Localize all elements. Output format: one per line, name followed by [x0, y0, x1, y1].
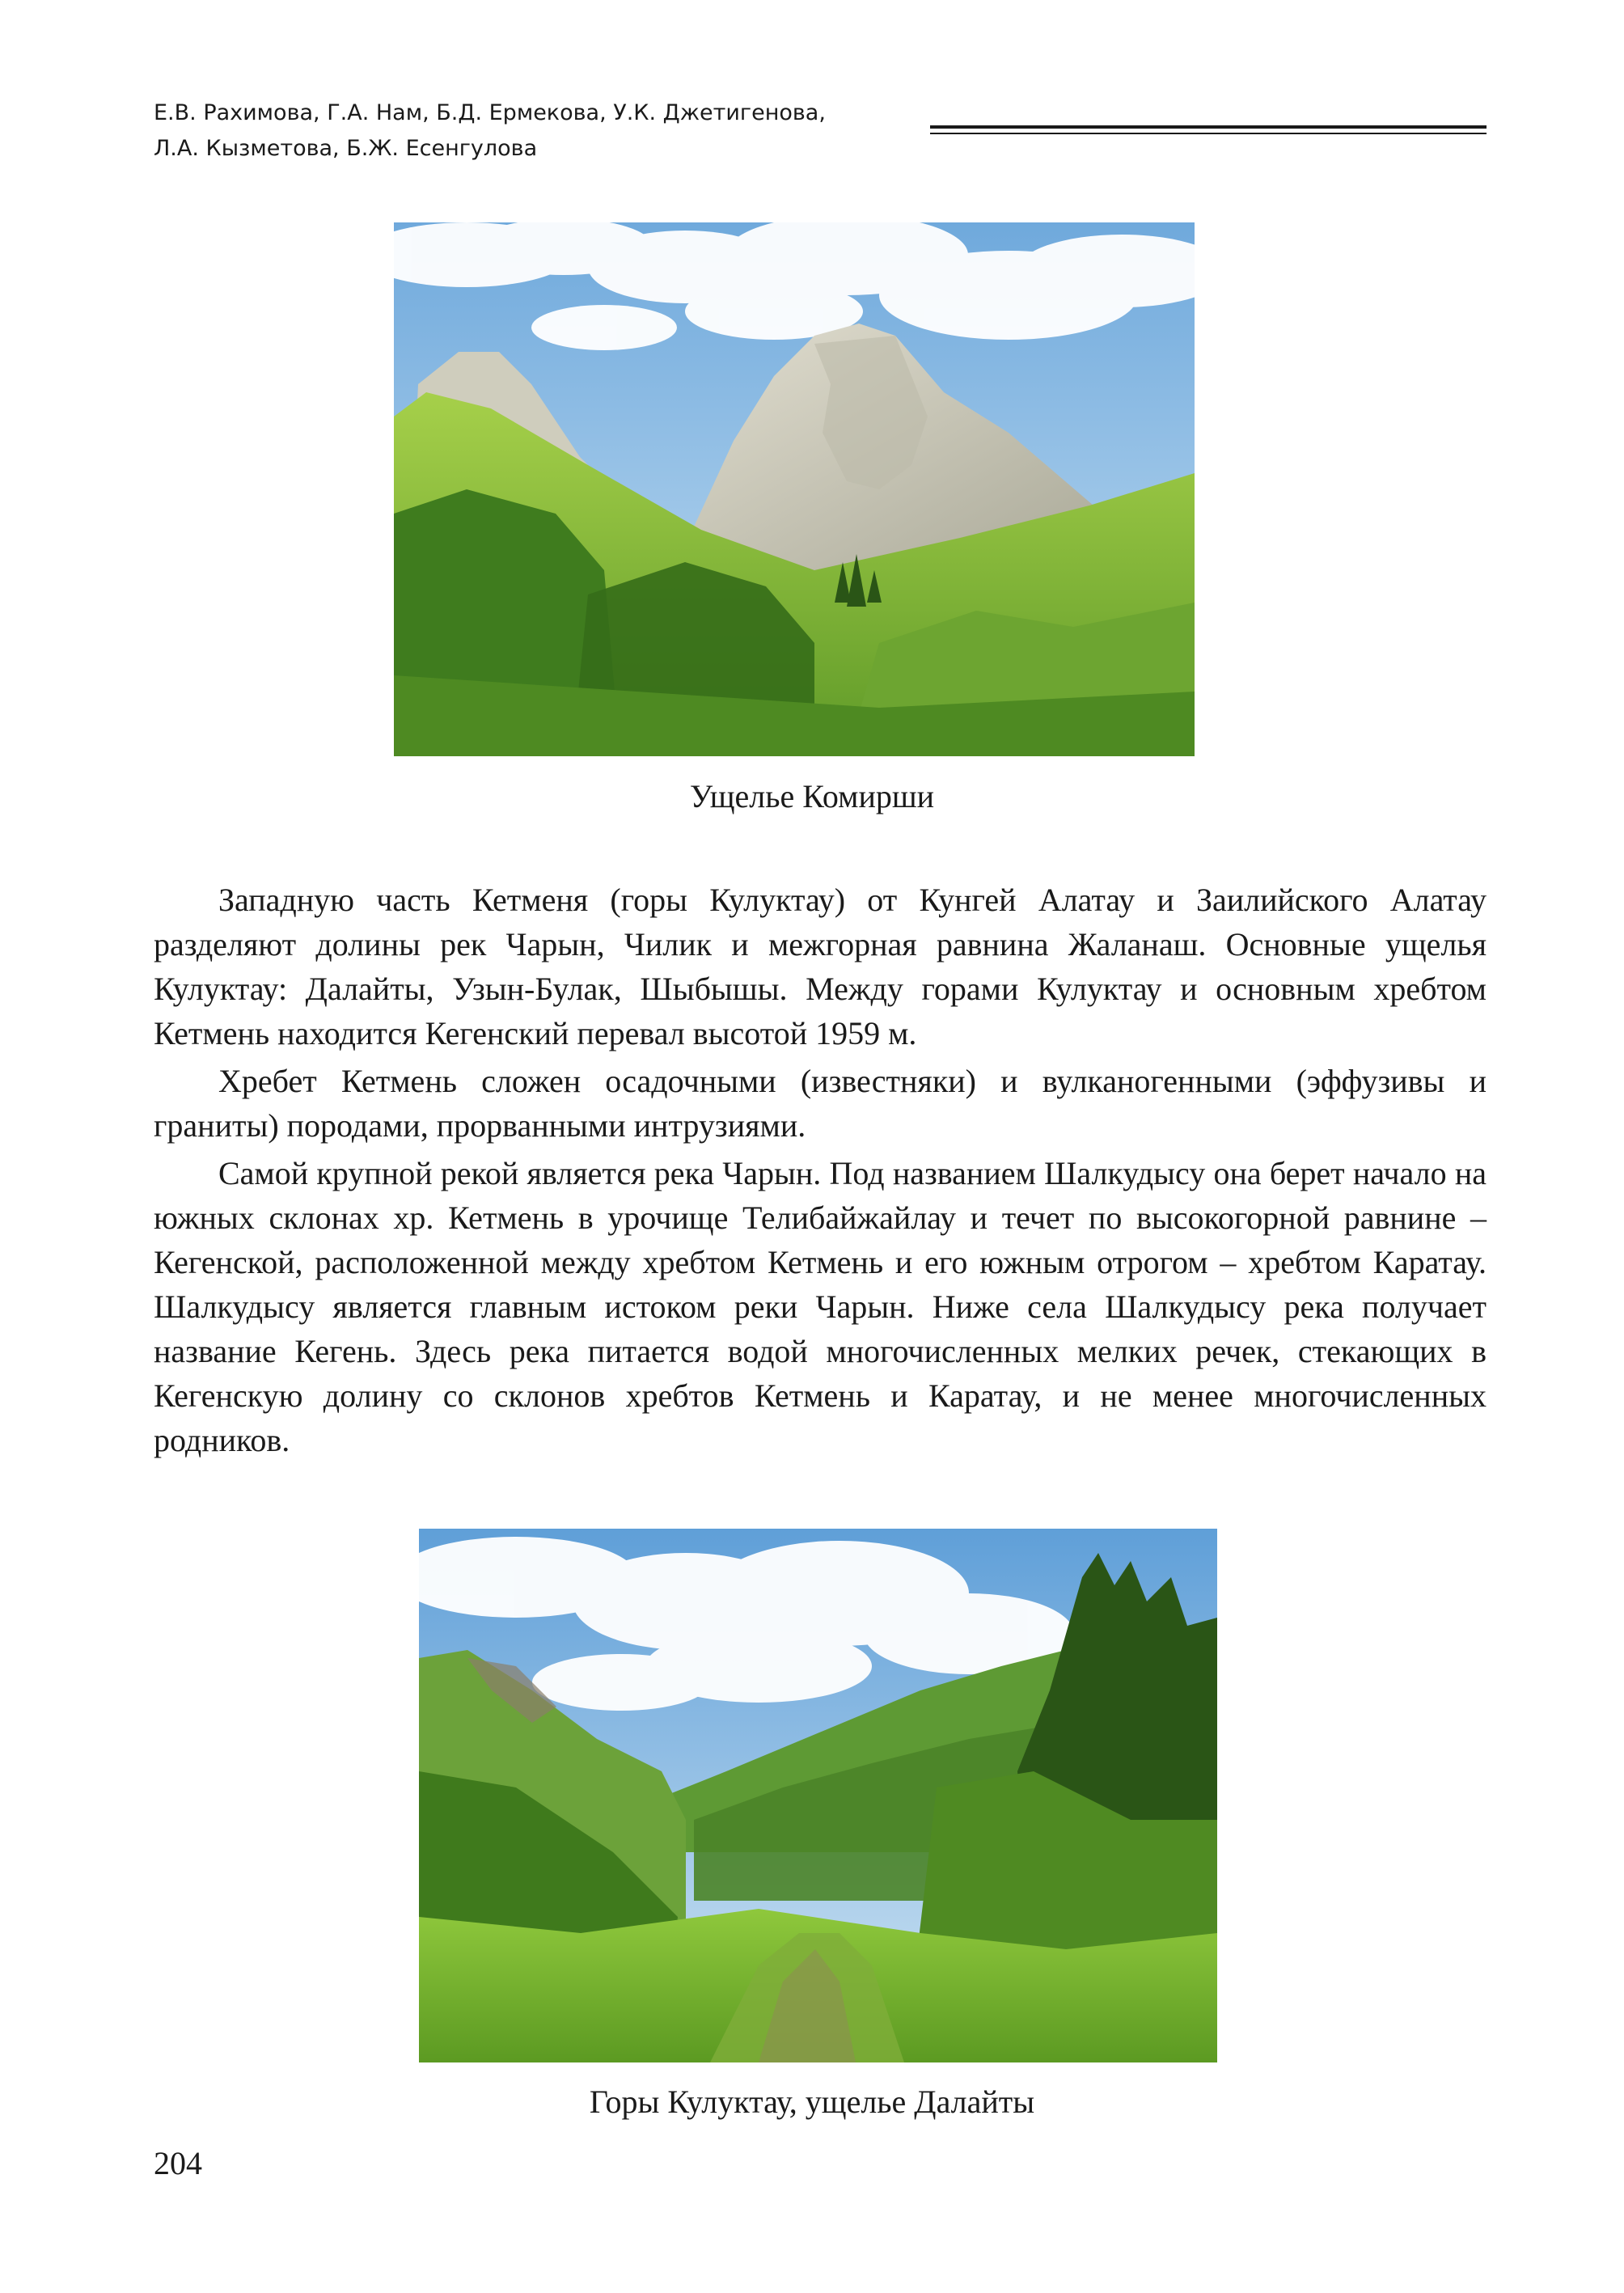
- figure-caption-2: Горы Кулуктау, ущелье Далайты: [589, 2084, 1035, 2120]
- paragraph-2: Хребет Кетмень сложен осадочными (известняки) и вулканогенными (эффузивы и граниты) породами, прорванными интрузиями.: [154, 1063, 1487, 1144]
- photo-dalaity-gorge: [419, 1529, 1217, 2062]
- photo-komirshi-gorge: [394, 222, 1195, 756]
- authors-line-1: Е.В. Рахимова, Г.А. Нам, Б.Д. Ермекова, У.К. Джетигенова,: [154, 100, 826, 125]
- paragraph-3: Самой крупной рекой является река Чарын. Под названием Шалкудысу она берет начало на южных склонах хр. Кетмень в урочище Телибайжайлау и течет по высокогорной равнине – Кегенской, расположенной между хребтом Кетмень и его южным отрогом – хребтом Каратау. Шалкудысу является главным истоком реки Чарын. Ниже села Шалкудысу река получает название Кегень. Здесь река питается водой многочисленных мелких речек, стекающих в Кегенскую долину со склонов хребтов Кетмень и Каратау, и не менее многочисленных родников.: [154, 1155, 1487, 1458]
- header-rule-thick: [930, 125, 1487, 129]
- running-head: [154, 95, 906, 167]
- figure-caption-1: Ущелье Комирши: [689, 778, 935, 814]
- paragraph-1: Западную часть Кетменя (горы Кулуктау) от Кунгей Алатау и Заилийского Алатау разделяют долины рек Чарын, Чилик и межгорная равнина Жаланаш. Основные ущелья Кулуктау: Далайты, Узын-Булак, Шыбышы. Между горами Кулуктау и основным хребтом Кетмень находится Кегенский перевал высотой 1959 м.: [154, 882, 1487, 1051]
- body-text: [154, 878, 1487, 1466]
- authors-line-2: Л.А. Кызметова, Б.Ж. Есенгулова: [154, 136, 538, 161]
- header-rule-thin: [930, 133, 1487, 134]
- page-number: 204: [154, 2145, 202, 2181]
